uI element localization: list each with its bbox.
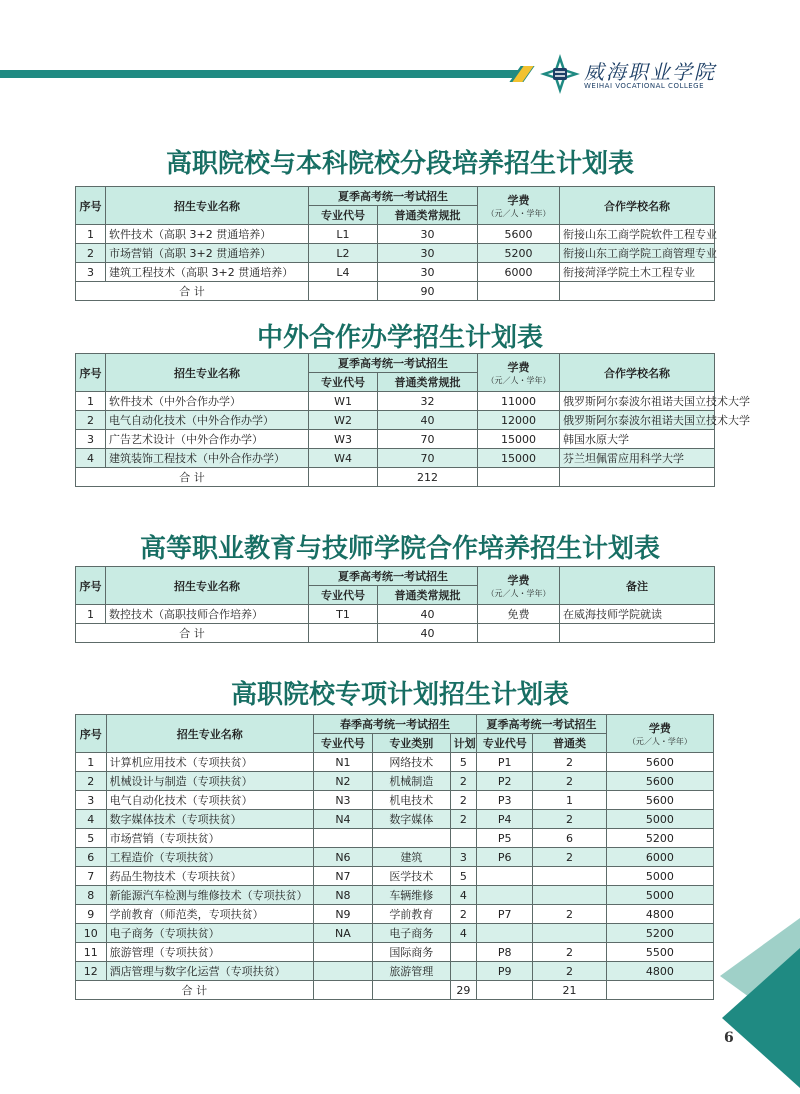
total-empty [309,624,378,643]
table-row [76,867,714,886]
table-row [76,943,714,962]
total-empty [478,282,560,301]
total-row [76,282,715,301]
table-cell: 机械设计与制造（专项扶贫） [106,772,313,791]
col-seq: 序号 [76,567,106,605]
table-cell: 建筑 [373,848,451,867]
col-category: 专业类别 [373,734,451,753]
table-cell: 免费 [478,605,560,624]
table-cell: 2 [533,810,606,829]
table-cell: 1 [76,225,106,244]
table-cell: 数字媒体 [373,810,451,829]
table-cell: 5000 [606,810,713,829]
table-cell: 4 [76,449,106,468]
table-cell [533,867,606,886]
table-cell: 新能源汽车检测与维修技术（专项扶贫） [106,886,313,905]
table-cell: 4 [450,886,477,905]
table-cell: P1 [477,753,533,772]
table-cell: 芬兰坦佩雷应用科学大学 [560,449,715,468]
table3-title: 高等职业教育与技师学院合作培养招生计划表 [139,534,660,564]
table-cell: 市场营销（专项扶贫） [106,829,313,848]
table-row [76,392,715,411]
table-cell: N7 [313,867,372,886]
total-empty [313,981,372,1000]
table-cell: 5600 [606,753,713,772]
table-cell: 2 [76,772,107,791]
table-row [76,244,715,263]
col-fee: 学费 （元／人・学年） [478,567,560,605]
col-plan: 计划 [450,734,477,753]
table-cell: 2 [533,962,606,981]
table-cell: N8 [313,886,372,905]
table-cell: 5600 [478,225,560,244]
table-cell: 旅游管理（专项扶贫） [106,943,313,962]
table-cell: 12 [76,962,107,981]
total-value: 212 [378,468,478,487]
col-regular-short: 普通类 [533,734,606,753]
table-cell: 药品生物技术（专项扶贫） [106,867,313,886]
table-cell: 3 [76,263,106,282]
col-seq: 序号 [76,187,106,225]
col-remark: 备注 [560,567,715,605]
table-cell: 工程造价（专项扶贫） [106,848,313,867]
page-number: 6 [724,1030,734,1046]
col-code: 专业代号 [309,373,378,392]
table-cell: 网络技术 [373,753,451,772]
table-cell: 6000 [478,263,560,282]
table-cell: 5600 [606,772,713,791]
table-cell: 7 [76,867,107,886]
table-cell: 俄罗斯阿尔泰波尔祖诺夫国立技术大学 [560,411,715,430]
total-empty [560,624,715,643]
table-cell: 4 [450,924,477,943]
table-cell: 衔接山东工商学院软件工程专业 [560,225,715,244]
table-cell: 电子商务 [373,924,451,943]
table-cell: 广告艺术设计（中外合作办学） [106,430,309,449]
table-cell [313,962,372,981]
table-cell: 2 [450,810,477,829]
table-cell: 数字媒体技术（专项扶贫） [106,810,313,829]
table-cell [450,829,477,848]
table-cell: 电气自动化技术（中外合作办学） [106,411,309,430]
total-summer-value: 21 [533,981,606,1000]
table-cell: 4800 [606,962,713,981]
table-cell: 3 [450,848,477,867]
table-cell: 2 [76,244,106,263]
table-cell: 15000 [478,449,560,468]
total-label: 合 计 [76,624,309,643]
college-emblem-icon [542,56,578,92]
total-label: 合 计 [76,282,309,301]
total-spring-value: 29 [450,981,477,1000]
total-empty [309,468,378,487]
table-row [76,449,715,468]
table-cell [313,943,372,962]
table-cell: P4 [477,810,533,829]
table-cell: 衔接菏泽学院土木工程专业 [560,263,715,282]
table-cell: 市场营销（高职 3+2 贯通培养） [106,244,309,263]
table-cell: 旅游管理 [373,962,451,981]
table-cell: 30 [378,244,478,263]
table-cell: W4 [309,449,378,468]
table-cell: 40 [378,605,478,624]
table-row [76,791,714,810]
col-summer-exam: 夏季高考统一考试招生 [309,567,478,586]
table-cell: 2 [76,411,106,430]
table1 [75,186,715,301]
table-cell: L1 [309,225,378,244]
table-cell: 计算机应用技术（专项扶贫） [106,753,313,772]
table-cell: 5 [450,867,477,886]
col-code: 专业代号 [309,206,378,225]
table-cell: 4 [76,810,107,829]
table-cell: 5200 [606,829,713,848]
table-row [76,848,714,867]
table-cell [477,886,533,905]
table-cell: 2 [533,848,606,867]
table-cell: W1 [309,392,378,411]
table2 [75,353,750,487]
table-cell: 5200 [606,924,713,943]
table-row [76,263,715,282]
table-cell: 机电技术 [373,791,451,810]
table-cell [450,962,477,981]
col-spring-code: 专业代号 [313,734,372,753]
table-cell: 建筑工程技术（高职 3+2 贯通培养） [106,263,309,282]
table-cell: 医学技术 [373,867,451,886]
table-cell: 衔接山东工商学院工商管理专业 [560,244,715,263]
table-row [76,962,714,981]
total-value: 90 [378,282,478,301]
table-cell: 5 [450,753,477,772]
table-row [76,829,714,848]
header-bar [0,70,520,78]
table-cell: 2 [450,905,477,924]
table-cell: 11 [76,943,107,962]
corner-decoration-dark [722,948,800,1088]
table-cell [450,943,477,962]
table-cell: 电气自动化技术（专项扶贫） [106,791,313,810]
table-row [76,225,715,244]
total-empty [477,981,533,1000]
table-cell: 2 [533,753,606,772]
table-row [76,605,715,624]
table1-title: 高职院校与本科院校分段培养招生计划表 [165,149,634,179]
table-row [76,430,715,449]
table-cell: 电子商务（专项扶贫） [106,924,313,943]
table-cell [313,829,372,848]
total-row [76,624,715,643]
table-cell: 12000 [478,411,560,430]
table-cell: 在威海技师学院就读 [560,605,715,624]
total-label: 合 计 [76,981,314,1000]
total-empty [560,468,715,487]
table-cell: 3 [76,791,107,810]
col-major: 招生专业名称 [106,187,309,225]
table-cell: 70 [378,449,478,468]
table-cell: 1 [76,753,107,772]
table-cell: 5000 [606,867,713,886]
table-row [76,905,714,924]
table-cell: P5 [477,829,533,848]
table-cell: 2 [533,772,606,791]
table-cell: 5000 [606,886,713,905]
table2-title: 中外合作办学招生计划表 [256,323,543,353]
col-summer-exam: 夏季高考统一考试招生 [309,354,478,373]
total-label: 合 计 [76,468,309,487]
logo-english-name: WEIHAI VOCATIONAL COLLEGE [584,82,705,90]
table-cell: W2 [309,411,378,430]
col-partner: 合作学校名称 [560,354,715,392]
table-cell: W3 [309,430,378,449]
col-fee: 学费 （元／人・学年） [606,715,713,753]
table-cell: 1 [76,605,106,624]
table-cell: 6000 [606,848,713,867]
table-cell: 3 [76,430,106,449]
col-fee: 学费 （元／人・学年） [478,187,560,225]
total-value: 40 [378,624,478,643]
col-regular: 普通类常规批 [378,206,478,225]
table-cell: L4 [309,263,378,282]
table-cell: 车辆维修 [373,886,451,905]
table-cell: 70 [378,430,478,449]
table-cell: N4 [313,810,372,829]
col-summer-code: 专业代号 [477,734,533,753]
table-cell [533,886,606,905]
total-empty [373,981,451,1000]
total-row [76,981,714,1000]
table-cell: 6 [76,848,107,867]
table-cell: 6 [533,829,606,848]
col-major: 招生专业名称 [106,567,309,605]
table3 [75,566,715,643]
table-cell: 40 [378,411,478,430]
table-cell: 5 [76,829,107,848]
table-cell: 32 [378,392,478,411]
table-cell: 学前教育 [373,905,451,924]
table-cell: P2 [477,772,533,791]
table-cell: 30 [378,263,478,282]
table-cell: N1 [313,753,372,772]
table-cell: 数控技术（高职技师合作培养） [106,605,309,624]
table-cell: P8 [477,943,533,962]
col-seq: 序号 [76,715,107,753]
total-empty [560,282,715,301]
col-regular: 普通类常规批 [378,373,478,392]
table-cell: 4800 [606,905,713,924]
table-cell: P9 [477,962,533,981]
col-major: 招生专业名称 [106,354,309,392]
table-cell: 1 [533,791,606,810]
college-logo [542,56,722,94]
table-cell: T1 [309,605,378,624]
table-row [76,886,714,905]
col-code: 专业代号 [309,586,378,605]
table-cell: P6 [477,848,533,867]
col-partner: 合作学校名称 [560,187,715,225]
table-cell: 1 [76,392,106,411]
table-cell: 软件技术（中外合作办学） [106,392,309,411]
table-cell: 8 [76,886,107,905]
table-row [76,772,714,791]
table-cell [533,924,606,943]
col-spring-exam: 春季高考统一考试招生 [313,715,476,734]
table4-title: 高职院校专项计划招生计划表 [230,680,569,710]
col-summer-exam: 夏季高考统一考试招生 [309,187,478,206]
table-cell: 软件技术（高职 3+2 贯通培养） [106,225,309,244]
col-fee: 学费 （元／人・学年） [478,354,560,392]
table-cell: L2 [309,244,378,263]
table-cell: P3 [477,791,533,810]
table-row [76,411,715,430]
table-cell: 俄罗斯阿尔泰波尔祖诺夫国立技术大学 [560,392,715,411]
table-cell: 机械制造 [373,772,451,791]
table-row [76,924,714,943]
table-cell: N2 [313,772,372,791]
table-cell [477,867,533,886]
table-cell: 建筑装饰工程技术（中外合作办学） [106,449,309,468]
table-cell: 5200 [478,244,560,263]
table-cell: 学前教育（师范类，专项扶贫） [106,905,313,924]
total-empty [606,981,713,1000]
table-row [76,753,714,772]
table-cell: N6 [313,848,372,867]
table-cell: 11000 [478,392,560,411]
table-cell: 5500 [606,943,713,962]
logo-chinese-name: 威海职业学院 [584,60,716,84]
table-cell [477,924,533,943]
table-cell: 2 [533,905,606,924]
table-cell: 15000 [478,430,560,449]
total-empty [478,624,560,643]
table-cell: 国际商务 [373,943,451,962]
table-cell: N9 [313,905,372,924]
table-cell: 2 [450,772,477,791]
table-cell [373,829,451,848]
table-cell: 2 [450,791,477,810]
table-cell: 10 [76,924,107,943]
table-cell: 韩国水原大学 [560,430,715,449]
table-cell: N3 [313,791,372,810]
col-major: 招生专业名称 [106,715,313,753]
total-row [76,468,715,487]
table-cell: 30 [378,225,478,244]
table-cell: 9 [76,905,107,924]
col-seq: 序号 [76,354,106,392]
table4 [75,714,714,1000]
table-cell: 5600 [606,791,713,810]
table-row [76,810,714,829]
total-empty [309,282,378,301]
table-cell: P7 [477,905,533,924]
col-regular: 普通类常规批 [378,586,478,605]
col-summer-exam: 夏季高考统一考试招生 [477,715,607,734]
total-empty [478,468,560,487]
table-cell: 酒店管理与数字化运营（专项扶贫） [106,962,313,981]
table-cell: NA [313,924,372,943]
table-cell: 2 [533,943,606,962]
